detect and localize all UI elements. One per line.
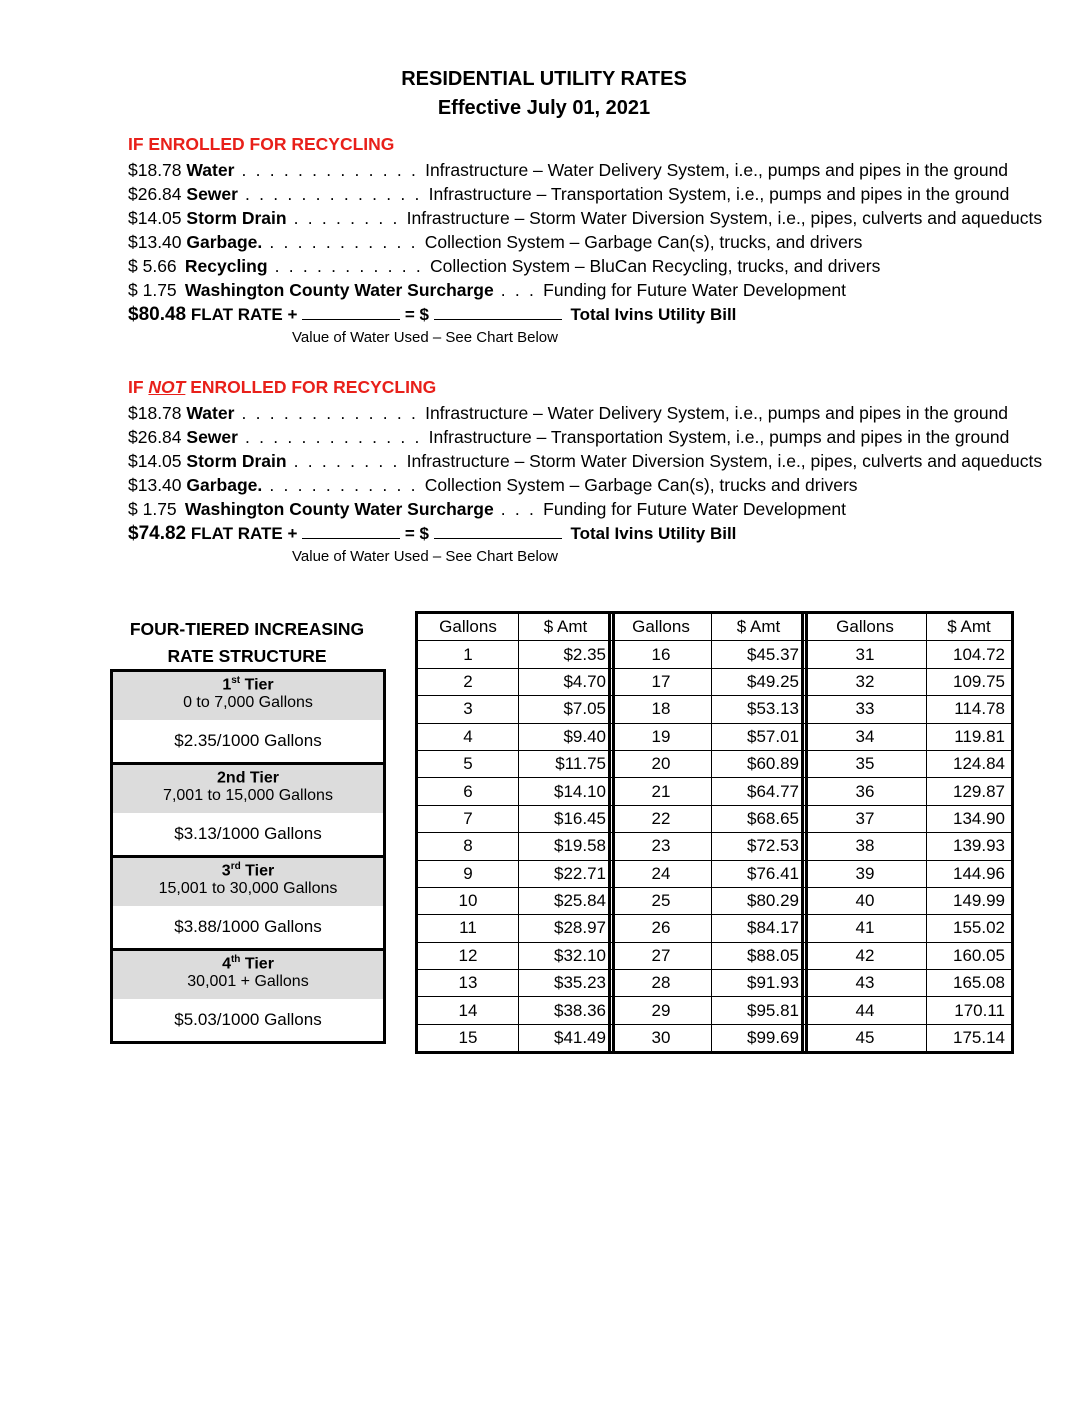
gallons-cell: 26	[611, 915, 712, 942]
fee-amount: $26.84	[128, 426, 182, 447]
fee-name: Water	[186, 160, 235, 180]
fee-amount: $14.05	[128, 207, 182, 228]
table-row	[804, 997, 1012, 1024]
effective-date: Effective July 01, 2021	[437, 97, 651, 119]
leader-dots: . . . . . . . . . . . . .	[234, 160, 426, 180]
amount-cell: $16.45	[519, 805, 613, 832]
equals-sign: = $	[404, 305, 429, 324]
amount-cell: $68.65	[712, 805, 806, 832]
table-row	[611, 778, 806, 805]
amount-cell: $4.70	[519, 668, 613, 695]
gallons-cell: 21	[611, 778, 712, 805]
fee-amount: $14.05	[128, 450, 182, 471]
amount-cell: 134.90	[927, 805, 1012, 832]
table-row	[418, 750, 613, 777]
fee-line	[128, 498, 846, 520]
amount-cell: 165.08	[927, 970, 1012, 997]
col-gallons: Gallons	[804, 614, 927, 641]
table-row	[611, 696, 806, 723]
gallons-cell: 32	[804, 668, 927, 695]
table-row	[611, 997, 806, 1024]
gallons-cell: 40	[804, 887, 927, 914]
amount-cell: 170.11	[927, 997, 1012, 1024]
amount-cell: $99.69	[712, 1024, 806, 1051]
leader-dots: . . . . . . . . . . .	[262, 231, 425, 252]
amount-cell: 104.72	[927, 641, 1012, 668]
fee-amount: $ 5.66	[128, 255, 177, 276]
gallons-cell: 2	[418, 668, 519, 695]
tier-heading-line1: FOUR-TIERED INCREASING	[129, 619, 365, 639]
fee-line	[128, 474, 858, 496]
fee-amount: $18.78	[128, 403, 182, 423]
amount-cell: $76.41	[712, 860, 806, 887]
fee-amount: $ 1.75	[128, 498, 177, 519]
fee-description: Collection System – Garbage Can(s), trucks, and drivers	[424, 231, 863, 252]
amount-cell: $64.77	[712, 778, 806, 805]
amount-cell: $57.01	[712, 723, 806, 750]
table-row	[611, 833, 806, 860]
gallons-cell: 4	[418, 723, 519, 750]
tier-range: 0 to 7,000 Gallons	[183, 694, 313, 712]
fee-name: Garbage.	[186, 474, 263, 495]
col-amount: $ Amt	[712, 614, 806, 641]
tier-rate: $3.88/1000 Gallons	[113, 906, 383, 951]
gallons-cell: 8	[418, 833, 519, 860]
heading-not: NOT	[148, 377, 186, 397]
fee-name: Garbage.	[186, 231, 263, 252]
amount-cell: 149.99	[927, 887, 1012, 914]
fee-line	[128, 450, 1042, 472]
flat-rate-label: FLAT RATE +	[190, 524, 298, 543]
table-row	[804, 641, 1012, 668]
amount-cell: 129.87	[927, 778, 1012, 805]
amount-cell: $41.49	[519, 1024, 613, 1051]
fee-line	[128, 231, 862, 253]
table-row	[804, 942, 1012, 969]
tier-rate: $3.13/1000 Gallons	[113, 813, 383, 858]
table-row	[611, 723, 806, 750]
gallons-cell: 11	[418, 915, 519, 942]
amount-cell: $38.36	[519, 997, 613, 1024]
table-row	[804, 860, 1012, 887]
amount-cell: $35.23	[519, 970, 613, 997]
page-title: RESIDENTIAL UTILITY RATES	[401, 68, 687, 90]
total-blank	[434, 524, 562, 539]
table-row	[418, 696, 613, 723]
tier-range: 15,001 to 30,000 Gallons	[158, 880, 338, 898]
fee-line	[128, 279, 846, 301]
gallons-cell: 16	[611, 641, 712, 668]
gallons-cell: 37	[804, 805, 927, 832]
amount-cell: $49.25	[712, 668, 806, 695]
table-row	[418, 970, 613, 997]
amount-cell: $84.17	[712, 915, 806, 942]
gallons-cell: 29	[611, 997, 712, 1024]
table-row	[418, 778, 613, 805]
table-row	[611, 942, 806, 969]
fee-description: Infrastructure – Transportation System, i.e., pumps and pipes in the ground	[428, 183, 1010, 204]
no-recycling-heading	[128, 377, 436, 398]
fee-line	[128, 183, 1009, 205]
gallons-cell: 12	[418, 942, 519, 969]
tier-range: 7,001 to 15,000 Gallons	[163, 787, 333, 805]
heading-pre: IF	[128, 377, 149, 397]
tier-name: 3rd Tier	[221, 861, 275, 880]
table-row	[804, 778, 1012, 805]
tier-header	[113, 765, 383, 813]
fee-description: Infrastructure – Storm Water Diversion System, i.e., pipes, culverts and aqueducts	[406, 450, 1043, 471]
gallons-cell: 25	[611, 887, 712, 914]
gallons-cell: 28	[611, 970, 712, 997]
col-gallons: Gallons	[611, 614, 712, 641]
fee-name: Washington County Water Surcharge	[184, 279, 494, 300]
water-value-note: Value of Water Used – See Chart Below	[292, 329, 558, 346]
table-row	[804, 970, 1012, 997]
amount-cell: $19.58	[519, 833, 613, 860]
fee-name: Sewer	[186, 426, 238, 447]
fee-description: Collection System – BluCan Recycling, trucks, and drivers	[430, 255, 881, 276]
table-row	[418, 833, 613, 860]
leader-dots: . . . . . . . . . . . . .	[237, 426, 429, 447]
no-recycling-total-line	[128, 523, 736, 545]
gallons-cell: 22	[611, 805, 712, 832]
total-label: Total Ivins Utility Bill	[570, 524, 737, 543]
gallons-cell: 33	[804, 696, 927, 723]
tier-rate: $5.03/1000 Gallons	[174, 1010, 322, 1029]
amount-cell: 124.84	[927, 750, 1012, 777]
equals-sign: = $	[404, 524, 429, 543]
table-row	[418, 887, 613, 914]
fee-amount: $26.84	[128, 183, 182, 204]
fee-description: Funding for Future Water Development	[543, 498, 846, 519]
table-row	[418, 668, 613, 695]
table-row	[418, 915, 613, 942]
table-row	[418, 805, 613, 832]
fee-amount: $18.78	[128, 160, 182, 180]
gallons-rate-table	[610, 613, 806, 1052]
gallons-cell: 17	[611, 668, 712, 695]
col-gallons: Gallons	[418, 614, 519, 641]
gallons-cell: 19	[611, 723, 712, 750]
table-row	[611, 668, 806, 695]
fee-description: Infrastructure – Water Delivery System, i.e., pumps and pipes in the ground	[425, 160, 1009, 180]
heading-post: ENROLLED FOR RECYCLING	[185, 377, 437, 397]
gallons-cell: 39	[804, 860, 927, 887]
leader-dots: . . . . . . . . . . . . .	[234, 403, 426, 423]
fee-name: Water	[186, 403, 235, 423]
table-row	[804, 696, 1012, 723]
fee-amount: $13.40	[128, 474, 182, 495]
amount-cell: $28.97	[519, 915, 613, 942]
amount-cell: $95.81	[712, 997, 806, 1024]
gallons-cell: 36	[804, 778, 927, 805]
gallons-cell: 5	[418, 750, 519, 777]
flat-amount: $80.48	[128, 304, 187, 325]
fee-amount: $ 1.75	[128, 279, 177, 300]
col-amount: $ Amt	[519, 614, 613, 641]
fee-name: Washington County Water Surcharge	[184, 498, 494, 519]
fee-line	[128, 426, 1009, 448]
gallons-cell: 20	[611, 750, 712, 777]
amount-cell: 114.78	[927, 696, 1012, 723]
table-row	[611, 970, 806, 997]
gallons-cell: 13	[418, 970, 519, 997]
table-row	[804, 915, 1012, 942]
leader-dots: . . .	[493, 279, 544, 300]
leader-dots: . . .	[493, 498, 544, 519]
table-row	[804, 668, 1012, 695]
fee-description: Infrastructure – Water Delivery System, i.e., pumps and pipes in the ground	[425, 403, 1009, 423]
water-value-blank	[302, 305, 400, 320]
flat-rate-label: FLAT RATE +	[190, 305, 298, 324]
amount-cell: $91.93	[712, 970, 806, 997]
fee-description: Infrastructure – Storm Water Diversion System, i.e., pipes, culverts and aqueducts	[406, 207, 1043, 228]
amount-cell: $22.71	[519, 860, 613, 887]
tier-rate: $2.35/1000 Gallons	[113, 720, 383, 765]
gallons-cell: 15	[418, 1024, 519, 1051]
tier-header	[113, 858, 383, 906]
table-row	[804, 723, 1012, 750]
amount-cell: $60.89	[712, 750, 806, 777]
table-row	[611, 887, 806, 914]
gallons-cell: 30	[611, 1024, 712, 1051]
table-row	[611, 750, 806, 777]
amount-cell: $72.53	[712, 833, 806, 860]
gallons-cell: 23	[611, 833, 712, 860]
gallons-cell: 7	[418, 805, 519, 832]
fee-line	[128, 207, 1042, 229]
fee-amount: $13.40	[128, 231, 182, 252]
gallons-cell: 1	[418, 641, 519, 668]
gallons-rate-table	[417, 613, 613, 1052]
gallons-cell: 6	[418, 778, 519, 805]
tier-heading-line2: RATE STRUCTURE	[167, 646, 327, 666]
table-row	[418, 723, 613, 750]
fee-name: Sewer	[186, 183, 238, 204]
fee-name: Storm Drain	[186, 450, 287, 471]
amount-cell: 119.81	[927, 723, 1012, 750]
amount-cell: $32.10	[519, 942, 613, 969]
gallons-cell: 43	[804, 970, 927, 997]
leader-dots: . . . . . . . .	[286, 207, 407, 228]
amount-cell: 109.75	[927, 668, 1012, 695]
tier-range: 30,001 + Gallons	[187, 973, 309, 991]
amount-cell: 155.02	[927, 915, 1012, 942]
table-row	[611, 860, 806, 887]
table-row	[804, 750, 1012, 777]
table-row	[611, 805, 806, 832]
amount-cell: $88.05	[712, 942, 806, 969]
amount-cell: $53.13	[712, 696, 806, 723]
table-row	[611, 641, 806, 668]
total-label: Total Ivins Utility Bill	[570, 305, 737, 324]
gallons-cell: 41	[804, 915, 927, 942]
gallons-rate-table	[803, 613, 1012, 1052]
amount-cell: $2.35	[519, 641, 613, 668]
amount-cell: $25.84	[519, 887, 613, 914]
gallons-cell: 42	[804, 942, 927, 969]
gallons-cell: 10	[418, 887, 519, 914]
leader-dots: . . . . . . . . . . .	[267, 255, 430, 276]
gallons-cell: 31	[804, 641, 927, 668]
amount-cell: $7.05	[519, 696, 613, 723]
gallons-cell: 35	[804, 750, 927, 777]
water-value-note: Value of Water Used – See Chart Below	[292, 548, 558, 565]
table-row	[804, 805, 1012, 832]
amount-cell: 175.14	[927, 1024, 1012, 1051]
amount-cell: $45.37	[712, 641, 806, 668]
gallons-cell: 9	[418, 860, 519, 887]
gallons-cell: 18	[611, 696, 712, 723]
amount-cell: $14.10	[519, 778, 613, 805]
tier-name: 2nd Tier	[217, 769, 279, 787]
gallons-cell: 3	[418, 696, 519, 723]
leader-dots: . . . . . . . .	[286, 450, 407, 471]
fee-line	[128, 402, 1008, 424]
tier-heading	[112, 616, 382, 670]
total-blank	[434, 305, 562, 320]
tier-header	[113, 951, 383, 999]
water-value-blank	[302, 524, 400, 539]
gallons-cell: 24	[611, 860, 712, 887]
amount-cell: $80.29	[712, 887, 806, 914]
fee-description: Funding for Future Water Development	[543, 279, 846, 300]
flat-amount: $74.82	[128, 523, 187, 544]
recycling-total-line	[128, 304, 736, 326]
fee-description: Infrastructure – Transportation System, i.e., pumps and pipes in the ground	[428, 426, 1010, 447]
tier-box	[110, 669, 386, 1044]
leader-dots: . . . . . . . . . . . . .	[237, 183, 429, 204]
amount-cell: 160.05	[927, 942, 1012, 969]
tier-name: 4th Tier	[222, 954, 274, 973]
gallons-cell: 38	[804, 833, 927, 860]
amount-cell: $9.40	[519, 723, 613, 750]
amount-cell: $11.75	[519, 750, 613, 777]
table-row	[418, 1024, 613, 1051]
gallons-cell: 27	[611, 942, 712, 969]
gallons-cell: 45	[804, 1024, 927, 1051]
gallons-cell: 44	[804, 997, 927, 1024]
table-row	[804, 887, 1012, 914]
gallons-cell: 14	[418, 997, 519, 1024]
tier-header	[113, 672, 383, 720]
table-row	[418, 997, 613, 1024]
fee-name: Recycling	[184, 255, 268, 276]
table-row	[611, 1024, 806, 1051]
table-row	[804, 1024, 1012, 1051]
gallons-cell: 34	[804, 723, 927, 750]
amount-cell: 139.93	[927, 833, 1012, 860]
recycling-heading: IF ENROLLED FOR RECYCLING	[128, 134, 395, 154]
fee-line	[128, 159, 1008, 181]
col-amount: $ Amt	[927, 614, 1012, 641]
table-row	[418, 942, 613, 969]
table-row	[611, 915, 806, 942]
table-row	[804, 833, 1012, 860]
fee-name: Storm Drain	[186, 207, 287, 228]
fee-description: Collection System – Garbage Can(s), trucks and drivers	[424, 474, 858, 495]
amount-cell: 144.96	[927, 860, 1012, 887]
table-row	[418, 641, 613, 668]
table-row	[418, 860, 613, 887]
leader-dots: . . . . . . . . . . .	[262, 474, 425, 495]
fee-line	[128, 255, 880, 277]
tier-name: 1st Tier	[222, 675, 274, 694]
